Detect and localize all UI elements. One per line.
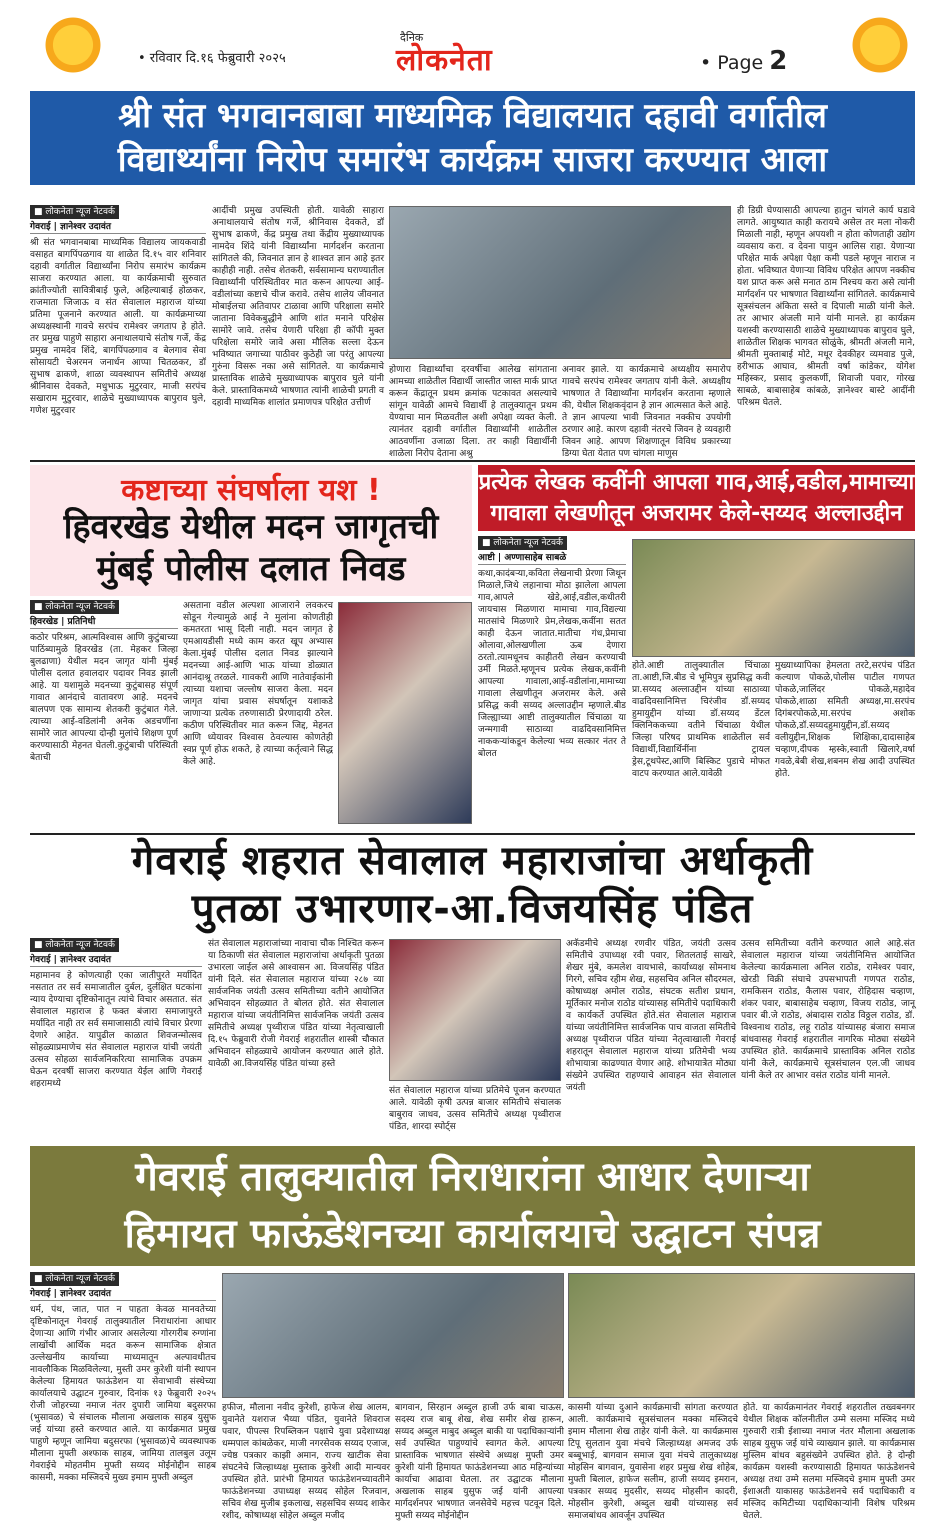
- story2-text-col1: कठोर परिश्रम, आत्मविश्वास आणि कुटुंबाच्या पाठिंब्यामुळे हिवरखेड (ता. मेहकर जिल्हा बुलढाणा) येथील मदन जागृत यांनी मुंबई पोलीस दलात हवालदार पदावर निवड झाली आहे. या यशामुळे मदनच्या कुटुंबासह संपूर्ण गावात आनंदाचे वातावरण आहे. मदनचे बालपण एक सामान्य शेतकरी कुटुंबात गेले. त्याच्या आई-वडिलांनी अनेक अडचणींना सामोरे जात आपल्या दोन्ही मुलांचे शिक्षण पूर्ण करण्यासाठी मेहनत घेतली.कुटुंबाची परिस्थिती बेताची: [30, 633, 178, 763]
- story1-headline-banner: [30, 91, 915, 185]
- issue-date: • रविवार दि.१६ फेब्रुवारी २०२५: [138, 51, 286, 66]
- story1-photo: [389, 206, 731, 359]
- story1-column-3a: [389, 364, 557, 457]
- page-label: • Page: [700, 52, 764, 74]
- story2-byline: ■ लोकनेता न्यूज नेटवर्क: [30, 600, 119, 614]
- story5-column-5: [743, 1402, 915, 1521]
- story5-headline-banner: [30, 1146, 915, 1266]
- masthead: [0, 0, 945, 88]
- story3-column-1: [478, 536, 626, 828]
- story5-text-col2: हफीज, मौलाना नवीद कुरेशी, हाफेज शेख आलम, युवानेते यशराज भैय्या पंडित, युवानेते शिवराज पवार, पीपल्स रिपब्लिकन पक्षाचे युवा प्रदेशाध्यक्ष धम्मपाल कांबळेकर, माजी नगरसेवक सय्यद एजाज, ज्येष्ठ पत्रकार काझी अमान, राज्य खाटीक सेवा संघटनेचे जिल्हाध्यक्ष मुस्ताक कुरेशी आदी मान्यवर उपस्थित होते. प्रारंभी हिमायत फाऊंडेशनच्यावतीने फाऊंडेशनच्या उपाध्यक्ष सय्यद सोहेल रिजवान, सचिव शेख मुजीब इकलाख, सहसचिव सय्यद शाकेर रशीद, कोषाध्यक्ष सोहेल अब्दुल मजीद: [222, 1403, 390, 1521]
- story5-photo-right: [568, 1273, 915, 1398]
- section-divider: [30, 460, 915, 462]
- story3-photo: [632, 539, 915, 657]
- story5-text-col1: धर्म, पंथ, जात, पात न पाहता केवळ मानवतेच्या दृष्टिकोनातून गेवराई तालुक्यातील निराधारांना आधार देणाऱ्या आणि गंभीर आजार असलेल्या गोरगरीब रुग्णांना लाखोंची आर्थिक मदत करून सामाजिक क्षेत्रात उल्लेखनीय कार्याच्या माध्यमातून अल्पावधीतच नावलौकिक मिळविलेल्या, मुस्ती उमर कुरेशी यांनी स्थापन केलेल्या हिमायत फाऊंडेशन या सेवाभावी संस्थेच्या कार्यालयाचे उद्घाटन गुरुवार, दिनांक १३ फेब्रुवारी २०२५ रोजी जोहरच्या नमाज नंतर दुपारी जामिया बदुसरफा (भुसावळ) चे संचालक मौलाना अखलाक साहब युसुफ जई यांच्या हस्ते करण्यात आले. या कार्यक्रमात प्रमुख पाहुणे म्हणून जामिया बदुसरफा (भुसावळ)चे व्यवस्थापक मौलाना मुफ्ती अश्फाक साहब, जामिया तालबुल उलूम गेवराईचे मोहतमीम मुफ्ती सय्यद मोईनोद्दीन साहब कासमी, मक्का मस्जिदचे मुख्य इमाम मुफ्ती अब्दुल: [30, 1305, 216, 1483]
- story4-text-col1: महामानव हे कोणत्याही एका जातीपुरते मर्यादित नसतात तर सर्व समाजातील दुर्बल, दुर्लक्षित घटकांना न्याय देण्याचा दृष्टिकोनातून त्यांचे विचार असतात. संत सेवालाल महाराज हे फक्त बंजारा समाजापुरते मर्यादित नाही तर सर्व समाजासाठी त्यांचे विचार प्रेरणा देणारे आहेत. यापुढील काळात शिवजन्मोत्सव सोहळ्याप्रमाणेच संत सेवालाल महाराज यांची जयंती उत्सव सोहळा सार्वजनिकरित्या सामाजिक उपक्रम घेऊन दरवर्षी साजरा करण्यात येईल आणि गेवराई शहरामध्ये: [30, 971, 202, 1089]
- story4-headline-line1: गेवराई शहरात सेवालाल महाराजांचा अर्धाकृती: [131, 838, 814, 884]
- story2-text-col2: असताना वडील अल्पशा आजाराने लवकरच सोडून गेल्यामुळे आई ने मुलांना कोणतीही कमतरता भासू दिली नाही. मदन जागृत हे एमआयडीसी मध्ये काम करत खूप अभ्यास केला.मुंबई पोलीस दलात निवड झाल्याने मदनच्या आई-आणि भाऊ यांच्या डोळ्यात आनंदाश्रू तरळले. गावकरी आणि नातेवाईकांनी त्याच्या यशाचा जल्लोष साजरा केला. मदन जागृत यांचा प्रवास संघर्षातून यशाकडे जाणाऱ्या प्रत्येक तरुणासाठी प्रेरणादायी ठरेल. कठीण परिस्थितीवर मात करून जिद्द, मेहनत आणि ध्येयावर विश्वास ठेवल्यास कोणतेही स्वप्न पूर्ण होऊ शकते, हे त्याच्या कर्तृत्वाने सिद्ध केले आहे.: [183, 601, 333, 767]
- sun-icon-left: [38, 10, 108, 80]
- story1-column-4: [737, 205, 915, 457]
- story1-text-col3a: होणारा विद्यार्थ्यांचा दरवर्षीचा आलेख सांगताना आमच्या शाळेतील विद्यार्थी जास्तीत जास्त मार्क प्राप्त करून केंद्रातून प्रथम क्रमांक पटकावत असल्याचे सांगून यावेळी आमचे विद्यार्थी हे तालुक्यातून प्रथम येण्याचा मान मिळवतील अशी अपेक्षा व्यक्त केली. त्यानंतर दहावी वर्गातील विद्यार्थ्यांनी शाळेतील आठवणींना उजाळा दिला. तर काही विद्यार्थीनी शाळेला निरोप देताना अश्रु: [389, 365, 557, 459]
- story5-headline-line1: गेवराई तालुक्यातील निराधारांना आधार देणाऱ्या: [135, 1154, 810, 1200]
- logo-prefix: दैनिक: [400, 31, 424, 44]
- story5-column-2: [222, 1402, 390, 1521]
- story5-photo-left: [222, 1273, 564, 1398]
- story5-text-col4: कासमी यांच्या दुआने कार्यक्रमाची सांगता करण्यात आली. कार्यक्रमाचे सूत्रसंचालन मक्का मस्जिदचे इमाम मौलाना शेख ताहेर यांनी केले. या कार्यक्रमास टिपू सुलतान युवा मंचचे जिल्हाध्यक्ष अमजद उर्फ बब्बूभाई, बागवान समाज युवा मंचचे तालुकाध्यक्ष मोहसिन बागवान, युवासेना शहर प्रमुख शेख शोहेब, मुफ्ती बिलाल, हाफेज सलीम, हाजी सय्यद इमरान, पत्रकार सय्यद मुदसीर, सय्यद मोहसीन कादरी, मोहसीन कुरेशी, अब्दुल खबी यांच्यासह सर्व समाजबांधव आवर्जून उपस्थित: [568, 1403, 738, 1521]
- story3-column-2: [632, 660, 770, 828]
- story3-headline-line2: गावाला लेखणीतून अजरामर केले-सय्यद अल्लाउद्दीन: [490, 501, 903, 526]
- story3-column-3: [775, 660, 915, 828]
- story4-column-3: [566, 938, 736, 1138]
- story1-headline-line1: श्री संत भगवानबाबा माध्यमिक विद्यालयात दहावी वर्गातील: [118, 96, 827, 136]
- story3-text-col1: कथा,कादंबऱ्या,कविता लेखनाची प्रेरणा जिथून मिळाले,जिथे लहानाचा मोठा झालेला आपला गाव,आपले खेडे,आई,वडील,कधीतरी जायचास मिळणारा मामाचा गाव,विद्यल्या मातसांचे मिळणारे प्रेम,लेखक,कवींना सतत काही देऊन जातात.मातीचा गंध,प्रेमाचा ओलावा,ओलखणीला ऊब देणारा ठरतो.त्यामधूनच काहीतरी लेखन करण्याची उर्मी मिळते.म्हणूनच प्रत्येक लेखक,कवींनी आपल्या गावाला,आई-वडीलांना,मामाच्या गावाला लेखणीतून अजरामर केले. असे प्रसिद्ध कवी सय्यद अल्लाउद्दीन म्हणाले.बीड जिल्ह्याच्या आष्टी तालुक्यातील चिंचाळा या जन्मगावी साठाव्या वाढदिवसानिमित्त नाककऱ्यांकडून केलेल्या भव्य सत्कार नंतर ते बोलत: [478, 569, 626, 759]
- story2-kicker: कष्टाच्या संघर्षाला यश !: [121, 473, 381, 508]
- story2-column-1: [30, 600, 178, 828]
- story5-column-1: [30, 1272, 216, 1491]
- story5-dateline-place: गेवराई | ज्ञानेश्वर उदावंत: [30, 1288, 216, 1301]
- story4-text-col2: संत सेवालाल महाराजांच्या नावाचा चौक निश्चित करून या ठिकाणी संत सेवालाल महाराजांचा अर्धाकृती पुतळा उभारला जाईल असे आश्वासन आ. विजयसिंह पंडित यांनी दिले. संत सेवालाल महाराज यांच्या २८७ व्या सार्वजनिक जयंती उत्सव समितीच्या वतीने आयोजित अभिवादन सोहळ्यात ते बोलत होते. संत सेवालाल महाराज यांच्या जयंतीनिमित्त सार्वजनिक जयंती उत्सव समितीचे अध्यक्ष पृथ्वीराज पंडित यांच्या नेतृत्वाखाली दि.१५ फेब्रुवारी रोजी गेवराई शहरातील शास्त्री चौकात अभिवादन सोहळ्याचे आयोजन करण्यात आले होते. यावेळी आ.विजयसिंह पंडित यांच्या हस्ते: [208, 939, 384, 1069]
- story5-column-3: [395, 1402, 564, 1521]
- story4-caption: [389, 1085, 561, 1138]
- story3-byline: ■ लोकनेता न्यूज नेटवर्क: [478, 536, 567, 550]
- story5-headline-line2: हिमायत फाऊंडेशनच्या कार्यालयाचे उद्घाटन संपन्न: [124, 1211, 821, 1257]
- story4-photo: [389, 939, 561, 1081]
- story3-headline-banner: [478, 465, 915, 531]
- story4-text-col4: उत्सव समितीच्या वतीने करण्यात आले आहे.संत सेवालाल महाराज यांच्या जयंतीनिमित्त आयोजित केलेल्या कार्यक्रमाला अनिल राठोड, रामेश्वर पवार, खेरडी विक्री संघाचे उपसभापती गणपत राठोड, रामकिसन राठोड, कैलास पवार, रोहिदास चव्हाण, शंकर पवार, बाबासाहेब चव्हाण, विजय राठोड, जानू पवार बी.जे राठोड, अंबादास राठोड विठ्ठल राठोड, डॉ. विश्वनाथ राठोड, लहू राठोड यांच्यासह बंजारा समाज बांधवासह गेवराई शहरातील नागरिक मोठ्या संख्येने उपस्थित होते. कार्यक्रमाचे प्रास्ताविक अनिल राठोड यांनी केले, कार्यक्रमाचे सूत्रसंचालन एल.जी जाधव यांनी केले तर आभार वसंत राठोड यांनी मानले.: [741, 939, 915, 1081]
- story2-column-2: [183, 600, 333, 828]
- story3-headline-line1: प्रत्येक लेखक कवींनी आपला गाव,आई,वडील,मामाच्या: [478, 470, 915, 495]
- page-number: 2: [769, 46, 788, 76]
- story1-text-col1: श्री संत भगवानबाबा माध्यमिक विद्यालय जायकवाडी वसाहत बागपिंपळगाव या शाळेत दि.१५ वार शनिवार दहावी वर्गातील विद्यार्थ्यांना निरोप समारंभ कार्यक्रम साजरा करण्यात आला. या कार्यक्रमाची सुरुवात क्रांतीज्योती सावित्रीबाई फुले, अहिल्याबाई होळकर, राजमाता जिजाऊ व संत सेवालाल महाराज यांच्या प्रतिमा पूजनाने करण्यात आली. या कार्यक्रमाच्या अध्यक्षस्थानी गावचे सरपंच रामेश्वर जगताप हे होते. तर प्रमुख पाहुणे साहारा अनाथालयाचे संतोष गर्जे, केंद्र प्रमुख नामदेव शिंदे, बागपिंपळगाव व बेलगाव सेवा सोसायटी चेअरमन जनार्धन आप्पा चितळकर, डॉ सुभाष ढाकणे, शाळा व्यवस्थापन समितीचे अध्यक्ष श्रीनिवास देवकते, मधुभाऊ मुटुरवार, माजी सरपंच सखाराम मुटुरवार, शाळेचे मुख्याध्यापक बापुराव घुले, गणेश मुटुरवार: [30, 238, 206, 416]
- story5-text-col3: बागवान, सिरहान अब्दुल हाजी उर्फ बाबा चाऊस, सदस्य राज बाबू शेख, शेख समीर शेख हारून, सय्यद अब्दुल माबुद अब्दुल बाकी या पदाधिकाऱ्यांनी सर्व उपस्थित पाहुण्यांचे स्वागत केले. आपल्या प्रास्ताविक भाषणात संस्थेचे अध्यक्ष मुफ्ती उमर कुरेशी यांनी हिमायत फाऊंडेशनच्या आठ महिन्यांच्या कार्याचा आढावा घेतला. तर उद्घाटक मौलाना अखलाक साहब युसुफ जई यांनी आपल्या मार्गदर्शनपर भाषणात जनसेवेचे महत्त्व पटवून दिले. मुफ्ती सय्यद मोईनोद्दीन: [395, 1403, 564, 1521]
- story1-text-col3b: अनावर झाले. या कार्यक्रमाचे अध्यक्षीय समारोप गावचे सरपंच रामेश्वर जगताप यांनी केले. अध्यक्षीय भाषणात ते विद्यार्थ्यांना मार्गदर्शन करताना म्हणाले की, येथील शिक्षकवृंदान हे ज्ञान आत्मसात केले आहे. ते ज्ञान आपल्या भावी जिवनात नक्कीच उपयोगी ठरणार आहे. कारण दहावी नंतरचे जिवन हे व्यवहारी जिवन आहे. आपण शिक्षणातून विविध प्रकारच्या डिग्या घेता येतात पण चांगला माणुस: [562, 365, 731, 459]
- story3-dateline-place: आष्टी | अण्णासाहेब साबळे: [478, 552, 626, 565]
- story1-byline: ■ लोकनेता न्यूज नेटवर्क: [30, 205, 119, 219]
- story1-column-2: [212, 205, 384, 457]
- story3-text-col2: होते.आष्टी तालुक्यातील चिंचाळा ता.आष्टी,जि.बीड चे भूमिपुत्र सुप्रसिद्ध कवी प्रा.सय्यद अल्लाउद्दीन यांच्या साठाव्या वाढदिवसानिमित्त चिरंजीव डॉ.सय्यद हुमायुद्दीन यांच्या डॉ.सय्यद डेंटल क्लिनिककच्या वतीने चिंचाळा येथील जिल्हा परिषद प्राथमिक शाळेतील सर्व विद्यार्थी,विद्यार्थिनींना ट्रायल ड्रेस,टूथपेस्ट,आणि बिस्किट पुडाचे मोफत वाटप करण्यात आले.यावेळी: [632, 661, 770, 779]
- story5-byline: ■ लोकनेता न्यूज नेटवर्क: [30, 1272, 119, 1286]
- story1-text-col2: आदींची प्रमुख उपस्थिती होती. यावेळी साहारा अनाथालयाचे संतोष गर्जे, श्रीनिवास देवकते, डॉ सुभाष ढाकणे, केंद्र प्रमुख तथा केंद्रीय मुख्याध्यापक नामदेव शिंदे यांनी विद्यार्थ्यांना मार्गदर्शन करताना सांगितले की, जिवनात ज्ञान हे शाश्वत ज्ञान आहे इतर काहीही नाही. तसेच शेतकरी, सर्वसामान्य घराण्यातील विद्यार्थ्यांनी परिस्थितीवर मात करून आपल्या आई-वडीलांच्या कष्टाचे चीज करावे. तसेच शालेय जीवनात मोबाईलचा अतिवापर टाळावा आणि परिक्षाला समोरे जाताना विवेकबुद्धीने आणि शांत मनाने परिक्षेस सामोरे जावे. तसेच येणारी परिक्षा ही कॉपी मुक्त परिक्षेला समोरे जावे असा मौलिक सल्ला देऊन भविष्यात जगाच्या पाठीवर कुठेही जा परंतु आपल्या गुरुंना विसरू नका असे सांगितले. या कार्यक्रमाचे प्रास्ताविक शाळेचे मुख्याध्यापक बापुराव घुले यांनी केले. प्रास्ताविकमध्ये भाषणात त्यांनी शाळेची प्रगती व दहावी माध्यमिक शालांत प्रमाणपत्र परिक्षेत उत्तीर्ण: [212, 206, 384, 408]
- story4-dateline-place: गेवराई | ज्ञानेश्वर उदावंत: [30, 954, 202, 967]
- story2-photo: [338, 602, 472, 824]
- story4-headline-line2: पुतळा उभारणार-आ.विजयसिंह पंडित: [191, 886, 754, 932]
- story5-column-4: [568, 1402, 738, 1521]
- page-indicator: [700, 46, 787, 76]
- section-divider: [30, 833, 915, 835]
- sun-icon-right: [845, 10, 915, 80]
- story4-column-1: [30, 938, 202, 1138]
- story4-text-col3: अकॅडमीचे अध्यक्ष रणवीर पंडित, जयंती उत्सव समितीचे उपाध्यक्ष रवी पवार, शितलताई साखरे, शेखर मुंबे, कमलेश वायभासे, कार्याध्यक्ष सोमनाथ गिरगे, सचिव रहीम शेख, सहसचिव अनिल सौदरमल, कोषाध्यक्ष अमोल राठोड, संघटक सतीश प्रधान, मूर्तिकार मनोज राठोड यांच्यासह समितीचे पदाधिकारी व कार्यकर्ते उपस्थित होते.संत सेवालाल महाराज यांच्या जयंतीनिमित्त सार्वजनिक पाच वाजता समितीचे अध्यक्ष पृथ्वीराज पंडित यांच्या नेतृत्वाखाली गेवराई शहरातून सेवालाल महाराज यांच्या प्रतिमेची भव्य शोभायात्रा काढण्यात येणार आहे. शोभायात्रेत मोठ्या संख्येने उपस्थित राहण्याचे आवाहन संत सेवालाल जयंती: [566, 939, 736, 1093]
- story3-text-col3: मुख्याध्यापिका हेमलता तरटे,सरपंच पंडित कल्याण पोकळे,पोलीस पाटील गणपत पोकळे,जालिंदर पोकळे,महादेव पोकळे,शाळा समिती अध्यक्ष,मा.सरपंच दिगंबरपोकळे,मा.सरपंच अशोक पोकळे,डॉ.सय्यदहुमायुद्दीन,डॉ.सय्यद वलीयुद्दीन,शिक्षक शिक्षिका,दादासाहेब चव्हाण,दीपक म्हस्के,स्वाती खिलारे,वर्षा गवळे,बेबी शेख,शबनम शेख आदी उपस्थित होते.: [775, 661, 915, 779]
- story4-byline: ■ लोकनेता न्यूज नेटवर्क: [30, 938, 119, 952]
- story2-headline-line1: हिवरखेड येथील मदन जागृतची: [63, 507, 439, 547]
- story2-dateline-place: हिवरखेड | प्रतिनिधी: [30, 616, 178, 629]
- story1-column-3b: [562, 364, 731, 457]
- story4-column-2: [208, 938, 384, 1138]
- story4-column-4: [741, 938, 915, 1138]
- story1-headline-line2: विद्यार्थ्यांना निरोप समारंभ कार्यक्रम साजरा करण्यात आला: [117, 140, 828, 180]
- newspaper-logo: लोकनेता: [396, 43, 493, 78]
- story5-text-col5: होते. या कार्यक्रमानंतर गेवराई शहरातील तख्वबनगर येथील शिक्षक कॉलनीतील उम्मे सलमा मस्जिद मध्ये गुरुवारी रात्री ईशाच्या नमाज नंतर मौलाना अखलाक साहब युसुफ जई यांचे व्याख्यान झाले. या कार्यक्रमास मुस्लिम बांधव बहुसंख्येने उपस्थित होते. हे दोन्ही कार्यक्रम यशस्वी करण्यासाठी हिमायत फाऊंडेशनचे अध्यक्ष तथा उम्मे सलमा मस्जिदचे इमाम मुफ्ती उमर ईशाअती याकासह फाऊंडेशनचे सर्व पदाधिकारी व मस्जिद कमिटीच्या पदाधिकाऱ्यांनी विशेष परिश्रम घेतले.: [743, 1403, 915, 1521]
- story2-headline-line2: मुंबई पोलीस दलात निवड: [96, 549, 406, 589]
- story1-column-1: [30, 205, 206, 457]
- story4-text-caption: संत सेवालाल महाराज यांच्या प्रतिमेचे पूजन करण्यात आले. यावेळी कृषी उत्पन्न बाजार समितीचे संचालक बाबुराव जाधव, उत्सव समितीचे अध्यक्ष पृथ्वीराज पंडित, शारदा स्पोर्ट्स: [389, 1086, 561, 1132]
- story1-text-col4: ही डिग्री घेण्यासाठी आपल्या हातुन चांगले कार्य घडावे लागते. आयुष्यात काही करायचे असेल तर मला नोकरी मिळाली नाही, म्हणून अपयशी न होता कोणताही उद्योग व्यवसाय करा. व देवना पायुन आलिस राहा. येणाऱ्या परिक्षेत मार्क अपेक्षा पेक्षा कमी पडले म्हणून नाराज न होता. भविष्यात येणाऱ्या विविध परिक्षेत आपण नक्कीच यश प्राप्त करू असे मनात ठाम निश्चय करा असे त्यांनी मार्गदर्शन पर भाषणात विद्यार्थ्यांना सांगितले. कार्यक्रमाचे सूत्रसंचलन अंकिता सस्ते व दिपाली माळी यांनी केले. तर आभार अंजली माने यांनी मानले. हा कार्यक्रम यशस्वी करण्यासाठी शाळेचे मुख्याध्यापक बापुराव घुले, शाळेतील शिक्षक भागवत सोळुंके, श्रीमती अंजली माने, श्रीमती मुक्ताबाई मोटे, मधूर देवकीहर व्यमवाड पुजे, हरीभाऊ आघाव, श्रीमती वर्षा कांडेकर, योगेश महिस्कर, प्रसाद कुलकर्णी, शिवाजी पवार, गोरख साबळे, बाबासाहेब कांबळे, ज्ञानेश्वर बास्टे आदींनी परिश्रम घेतले.: [737, 206, 915, 408]
- story1-dateline-place: गेवराई | ज्ञानेश्वर उदावंत: [30, 221, 206, 234]
